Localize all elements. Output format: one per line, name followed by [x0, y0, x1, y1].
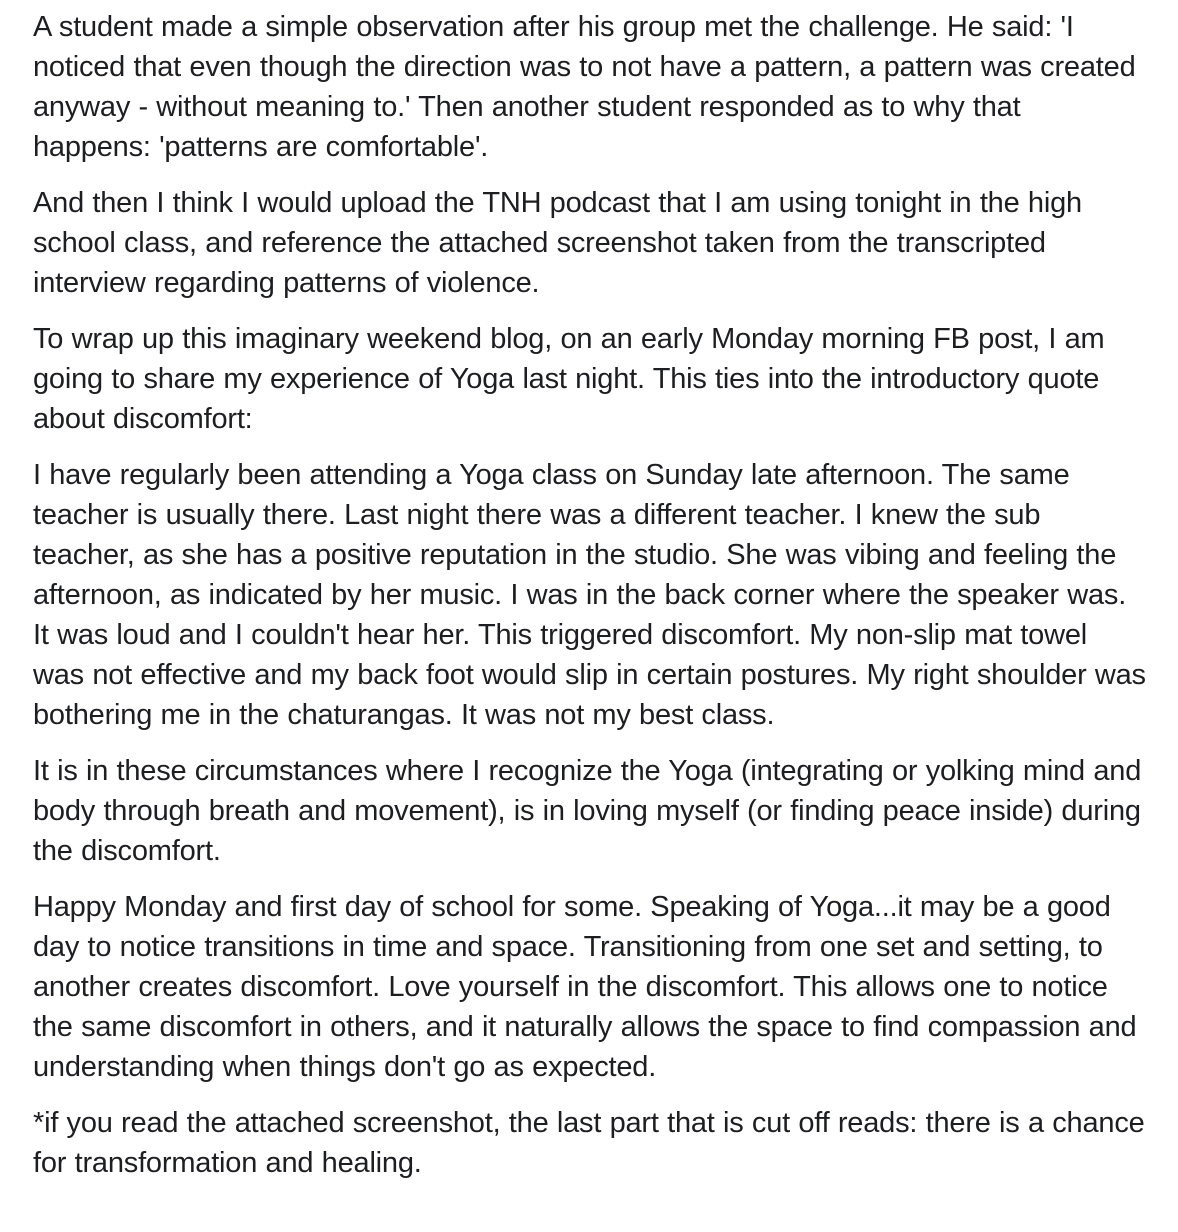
paragraph-student-observation: A student made a simple observation after his group met the challenge. He said: 'I noticed that even though the direction was to not have a pattern, a pattern was created anyway - without meaning to.' Then another student responded as to why that happens: 'patterns are comfortable'. — [33, 11, 1136, 163]
paragraph-recognize-yoga: It is in these circumstances where I recognize the Yoga (integrating or yolking mind and body through breath and movement), is in loving myself (or finding peace inside) during the discomfort. — [33, 755, 1142, 867]
paragraph-wrap-up-blog: To wrap up this imaginary weekend blog, on an early Monday morning FB post, I am going to share my experience of Yoga last night. This ties into the introductory quote about discomfort: — [33, 323, 1105, 435]
paragraph-footnote: *if you read the attached screenshot, the last part that is cut off reads: there is a chance for transformation and healing. — [33, 1107, 1145, 1179]
paragraph-happy-monday: Happy Monday and first day of school for some. Speaking of Yoga...it may be a good day to notice transitions in time and space. Transitioning from one set and setting, to another creates discomfort. Love yourself in the discomfort. This allows one to notice the same discomfort in others, and it naturally allows the space to find compassion and understanding when things don't go as expected. — [33, 891, 1137, 1083]
paragraph-tnh-podcast: And then I think I would upload the TNH podcast that I am using tonight in the high school class, and reference the attached screenshot taken from the transcripted interview regarding patterns of violence. — [33, 187, 1082, 299]
paragraph-yoga-class-experience: I have regularly been attending a Yoga class on Sunday late afternoon. The same teacher is usually there. Last night there was a different teacher. I knew the sub teacher, as she has a positive reputation in the studio. She was vibing and feeling the afternoon, as indicated by her music. I was in the back corner where the speaker was. It was loud and I couldn't hear her. This triggered discomfort. My non-slip mat towel was not effective and my back foot would slip in certain postures. My right shoulder was bothering me in the chaturangas. It was not my best class. — [33, 459, 1146, 731]
